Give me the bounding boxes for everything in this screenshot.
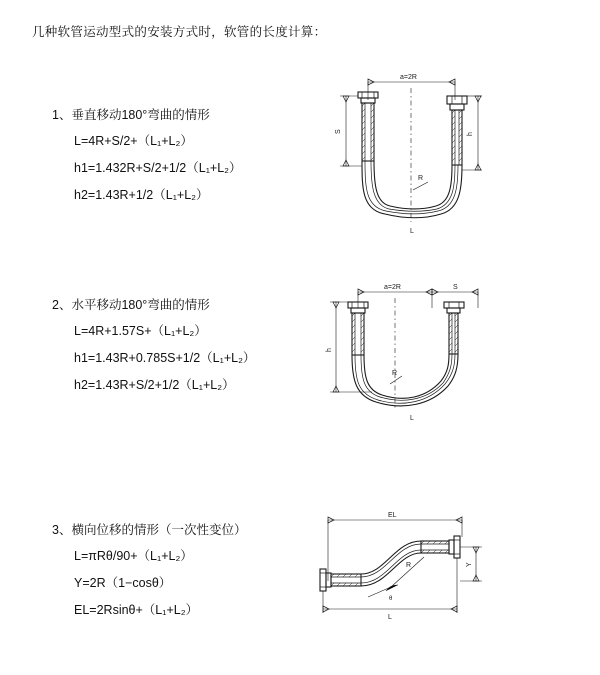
svg-text:a=2R: a=2R [400, 74, 417, 81]
section-2-heading: 2、水平移动180°弯曲的情形 [52, 298, 210, 312]
section-1-formula-2: h1=1.432R+S/2+1/2（L₁+L₂） [74, 161, 242, 175]
svg-text:EL: EL [388, 512, 397, 519]
svg-text:R: R [392, 370, 398, 377]
section-1-heading: 1、垂直移动180°弯曲的情形 [52, 108, 210, 122]
page-title: 几种软管运动型式的安装方式时，软管的长度计算： [32, 25, 327, 39]
section-3-text [52, 520, 302, 627]
section-2-formula-1: L=4R+1.57S+（L₁+L₂） [74, 324, 207, 338]
svg-text:R: R [418, 175, 424, 182]
svg-text:L: L [388, 614, 392, 621]
svg-text:a=2R: a=2R [384, 284, 401, 291]
svg-text:Y: Y [466, 562, 473, 567]
svg-text:S: S [453, 284, 458, 291]
section-3-formula-3: EL=2Rsinθ+（L₁+L₂） [74, 603, 199, 617]
vertical-180-bend-diagram [310, 70, 500, 260]
section-1-formula-3: h2=1.43R+1/2（L₁+L₂） [74, 188, 209, 202]
section-3-heading: 3、横向位移的情形（一次性变位） [52, 523, 247, 537]
lateral-offset-diagram [290, 505, 500, 645]
section-1-text [52, 105, 302, 212]
section-2-formula-3: h2=1.43R+S/2+1/2（L₁+L₂） [74, 378, 235, 392]
section-1-formula-1: L=4R+S/2+（L₁+L₂） [74, 134, 193, 148]
svg-text:h: h [467, 132, 474, 136]
svg-text:S: S [335, 129, 342, 134]
svg-text:L: L [410, 228, 414, 235]
section-2-text [52, 295, 302, 402]
section-3-formula-2: Y=2R（1−cosθ） [74, 576, 172, 590]
section-2-formula-2: h1=1.43R+0.785S+1/2（L₁+L₂） [74, 351, 256, 365]
section-3-formula-1: L=πRθ/90+（L₁+L₂） [74, 549, 193, 563]
svg-text:R: R [406, 562, 412, 569]
horizontal-180-bend-diagram [310, 280, 500, 440]
svg-text:L: L [410, 415, 414, 422]
svg-text:θ: θ [389, 596, 393, 602]
svg-text:h: h [326, 348, 333, 352]
